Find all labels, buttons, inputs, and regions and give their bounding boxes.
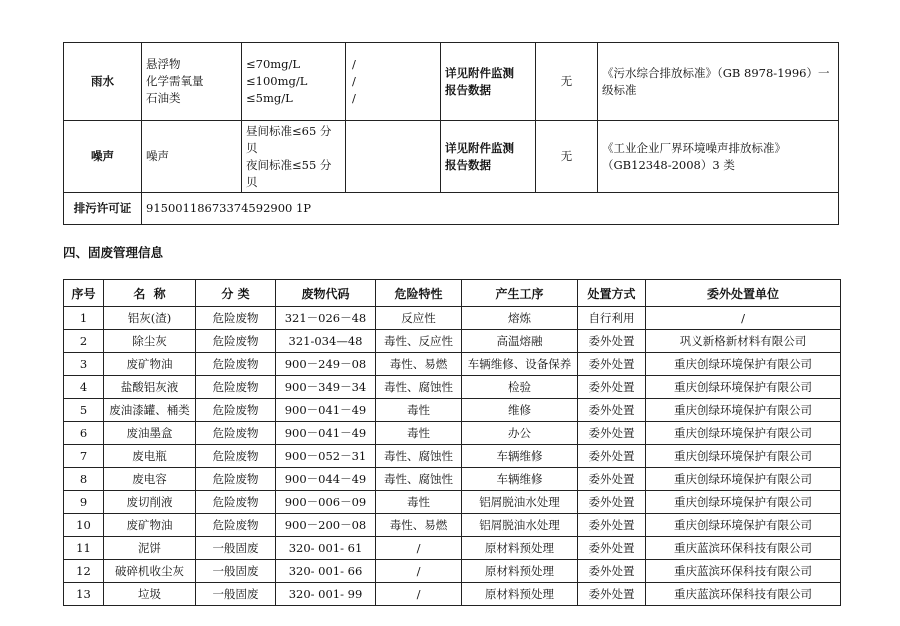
hazard-cell: 毒性、腐蚀性	[376, 468, 462, 491]
limit-value: ≤70mg/L	[246, 57, 301, 71]
data-reference-line: 报告数据	[445, 157, 491, 172]
process-cell: 原材料预处理	[462, 560, 578, 583]
contractor-cell: 重庆创绿环境保护有限公司	[646, 445, 841, 468]
process-cell: 办公	[462, 422, 578, 445]
name-cell: 废矿物油	[104, 353, 196, 376]
table-row	[64, 468, 841, 491]
data-reference-line: 报告数据	[445, 82, 491, 97]
data-reference-cell	[441, 121, 536, 193]
exceed-cell: 无	[536, 121, 598, 193]
limit-value: 贝	[246, 140, 258, 155]
seq-cell: 11	[64, 537, 104, 560]
table-row	[64, 353, 841, 376]
pollutant-name: 石油类	[146, 91, 181, 105]
hazard-cell: 毒性、腐蚀性	[376, 376, 462, 399]
hazard-cell: 毒性、反应性	[376, 330, 462, 353]
table-row	[64, 537, 841, 560]
hazard-cell: 毒性、易燃	[376, 353, 462, 376]
contractor-cell: 重庆创绿环境保护有限公司	[646, 422, 841, 445]
pollutant-name: 化学需氧量	[146, 74, 204, 88]
name-cell: 废油漆罐、桶类	[104, 399, 196, 422]
code-cell: 900－052－31	[276, 445, 376, 468]
seq-cell: 13	[64, 583, 104, 606]
process-cell: 维修	[462, 399, 578, 422]
value-cell	[346, 121, 441, 193]
contractor-cell: 重庆蓝滨环保科技有限公司	[646, 537, 841, 560]
slash-value: /	[352, 91, 356, 105]
name-cell: 垃圾	[104, 583, 196, 606]
hazard-cell: 毒性、腐蚀性	[376, 445, 462, 468]
code-cell: 321－026－48	[276, 307, 376, 330]
contractor-cell: 重庆蓝滨环保科技有限公司	[646, 560, 841, 583]
disposal-cell: 委外处置	[578, 583, 646, 606]
table-row	[64, 583, 841, 606]
table-row	[64, 399, 841, 422]
seq-cell: 5	[64, 399, 104, 422]
contractor-cell: 巩义新格新材料有限公司	[646, 330, 841, 353]
limit-cell	[242, 43, 346, 121]
process-cell: 铝屑脱油水处理	[462, 491, 578, 514]
hazard-cell: 毒性	[376, 491, 462, 514]
table-row	[64, 560, 841, 583]
data-reference-line: 详见附件监测	[445, 65, 514, 80]
category-cell: 危险废物	[196, 330, 276, 353]
disposal-cell: 委外处置	[578, 399, 646, 422]
process-cell: 熔炼	[462, 307, 578, 330]
slash-value: /	[352, 74, 356, 88]
name-cell: 废电容	[104, 468, 196, 491]
category-cell: 危险废物	[196, 491, 276, 514]
seq-cell: 12	[64, 560, 104, 583]
code-cell: 900－041－49	[276, 399, 376, 422]
disposal-cell: 委外处置	[578, 445, 646, 468]
hazard-cell: /	[376, 583, 462, 606]
header-cell: 处置方式	[578, 280, 646, 307]
header-cell: 分 类	[196, 280, 276, 307]
name-cell: 除尘灰	[104, 330, 196, 353]
name-cell: 铝灰(渣)	[104, 307, 196, 330]
category-cell: 一般固废	[196, 583, 276, 606]
hazard-cell: 反应性	[376, 307, 462, 330]
contractor-cell: 重庆创绿环境保护有限公司	[646, 399, 841, 422]
seq-cell: 2	[64, 330, 104, 353]
noise-row	[64, 121, 839, 193]
seq-cell: 7	[64, 445, 104, 468]
process-cell: 检验	[462, 376, 578, 399]
contractor-cell: 重庆创绿环境保护有限公司	[646, 376, 841, 399]
table-row	[64, 514, 841, 537]
disposal-cell: 委外处置	[578, 422, 646, 445]
table-row	[64, 445, 841, 468]
category-cell: 一般固废	[196, 537, 276, 560]
process-cell: 铝屑脱油水处理	[462, 514, 578, 537]
rainwater-row	[64, 43, 839, 121]
hazard-cell: 毒性、易燃	[376, 514, 462, 537]
standard-line: 《工业企业厂界环境噪声排放标准》	[602, 140, 786, 155]
name-cell: 废切削液	[104, 491, 196, 514]
disposal-cell: 委外处置	[578, 491, 646, 514]
category-cell: 危险废物	[196, 376, 276, 399]
exceed-cell: 无	[536, 43, 598, 121]
section-title: 四、固废管理信息	[63, 245, 164, 260]
disposal-cell: 委外处置	[578, 560, 646, 583]
seq-cell: 8	[64, 468, 104, 491]
contractor-cell: 重庆创绿环境保护有限公司	[646, 491, 841, 514]
limit-value: 贝	[246, 174, 258, 189]
permit-row	[64, 193, 839, 225]
category-cell: 噪声	[64, 121, 142, 193]
code-cell: 320- 001- 99	[276, 583, 376, 606]
category-cell: 危险废物	[196, 422, 276, 445]
code-cell: 900－044－49	[276, 468, 376, 491]
contractor-cell: 重庆蓝滨环保科技有限公司	[646, 583, 841, 606]
category-cell: 危险废物	[196, 399, 276, 422]
category-cell: 危险废物	[196, 307, 276, 330]
seq-cell: 9	[64, 491, 104, 514]
standard-line: 级标准	[602, 82, 637, 97]
data-reference-line: 详见附件监测	[445, 140, 514, 155]
process-cell: 原材料预处理	[462, 583, 578, 606]
category-cell: 危险废物	[196, 514, 276, 537]
pollutant-name: 悬浮物	[146, 57, 181, 71]
process-cell: 高温熔融	[462, 330, 578, 353]
disposal-cell: 委外处置	[578, 514, 646, 537]
code-cell: 900－249－08	[276, 353, 376, 376]
hazard-cell: 毒性	[376, 422, 462, 445]
code-cell: 900－200－08	[276, 514, 376, 537]
category-cell: 危险废物	[196, 353, 276, 376]
limit-cell	[242, 121, 346, 193]
contractor-cell: 重庆创绿环境保护有限公司	[646, 514, 841, 537]
name-cell: 泥饼	[104, 537, 196, 560]
hazard-cell: /	[376, 537, 462, 560]
permit-label: 排污许可证	[64, 193, 142, 225]
environment-monitoring-table	[63, 42, 839, 225]
category-cell: 危险废物	[196, 468, 276, 491]
waste-table-body	[64, 307, 841, 606]
name-cell: 废矿物油	[104, 514, 196, 537]
disposal-cell: 自行利用	[578, 307, 646, 330]
seq-cell: 10	[64, 514, 104, 537]
standard-line: 《污水综合排放标准》（GB 8978-1996）一	[602, 65, 830, 80]
process-cell: 车辆维修	[462, 445, 578, 468]
table-row	[64, 307, 841, 330]
process-cell: 原材料预处理	[462, 537, 578, 560]
table-row	[64, 376, 841, 399]
disposal-cell: 委外处置	[578, 376, 646, 399]
code-cell: 900－349－34	[276, 376, 376, 399]
standard-cell	[598, 121, 839, 193]
hazard-cell: 毒性	[376, 399, 462, 422]
limit-value: ≤100mg/L	[246, 74, 308, 88]
hazard-cell: /	[376, 560, 462, 583]
header-cell: 废物代码	[276, 280, 376, 307]
slash-value: /	[352, 57, 356, 71]
standard-cell	[598, 43, 839, 121]
solid-waste-table	[63, 279, 841, 606]
process-cell: 车辆维修、设备保养	[462, 353, 578, 376]
seq-cell: 6	[64, 422, 104, 445]
name-cell: 盐酸铝灰液	[104, 376, 196, 399]
process-cell: 车辆维修	[462, 468, 578, 491]
data-reference-cell	[441, 43, 536, 121]
limit-value: 昼间标准≤65 分	[246, 123, 332, 138]
disposal-cell: 委外处置	[578, 468, 646, 491]
category-cell: 危险废物	[196, 445, 276, 468]
pollutant-cell	[142, 43, 242, 121]
limit-value: ≤5mg/L	[246, 91, 293, 105]
code-cell: 900－041－49	[276, 422, 376, 445]
header-cell: 序号	[64, 280, 104, 307]
disposal-cell: 委外处置	[578, 353, 646, 376]
seq-cell: 1	[64, 307, 104, 330]
contractor-cell: 重庆创绿环境保护有限公司	[646, 468, 841, 491]
table-row	[64, 422, 841, 445]
disposal-cell: 委外处置	[578, 330, 646, 353]
table-row	[64, 491, 841, 514]
category-cell: 一般固废	[196, 560, 276, 583]
contractor-cell: /	[646, 307, 841, 330]
header-cell: 委外处置单位	[646, 280, 841, 307]
disposal-cell: 委外处置	[578, 537, 646, 560]
name-cell: 废电瓶	[104, 445, 196, 468]
seq-cell: 3	[64, 353, 104, 376]
waste-table-header	[64, 280, 841, 307]
contractor-cell: 重庆创绿环境保护有限公司	[646, 353, 841, 376]
code-cell: 320- 001- 61	[276, 537, 376, 560]
standard-line: （GB12348-2008）3 类	[602, 157, 735, 172]
header-cell: 产生工序	[462, 280, 578, 307]
seq-cell: 4	[64, 376, 104, 399]
limit-value: 夜间标准≤55 分	[246, 157, 332, 172]
category-cell: 雨水	[64, 43, 142, 121]
name-cell: 废油墨盒	[104, 422, 196, 445]
code-cell: 321-034—48	[276, 330, 376, 353]
header-cell: 危险特性	[376, 280, 462, 307]
header-cell: 名 称	[104, 280, 196, 307]
code-cell: 320- 001- 66	[276, 560, 376, 583]
code-cell: 900－006－09	[276, 491, 376, 514]
table-row	[64, 330, 841, 353]
permit-number: 91500118673374592900 1P	[142, 193, 839, 225]
name-cell: 破碎机收尘灰	[104, 560, 196, 583]
value-cell	[346, 43, 441, 121]
pollutant-cell: 噪声	[142, 121, 242, 193]
